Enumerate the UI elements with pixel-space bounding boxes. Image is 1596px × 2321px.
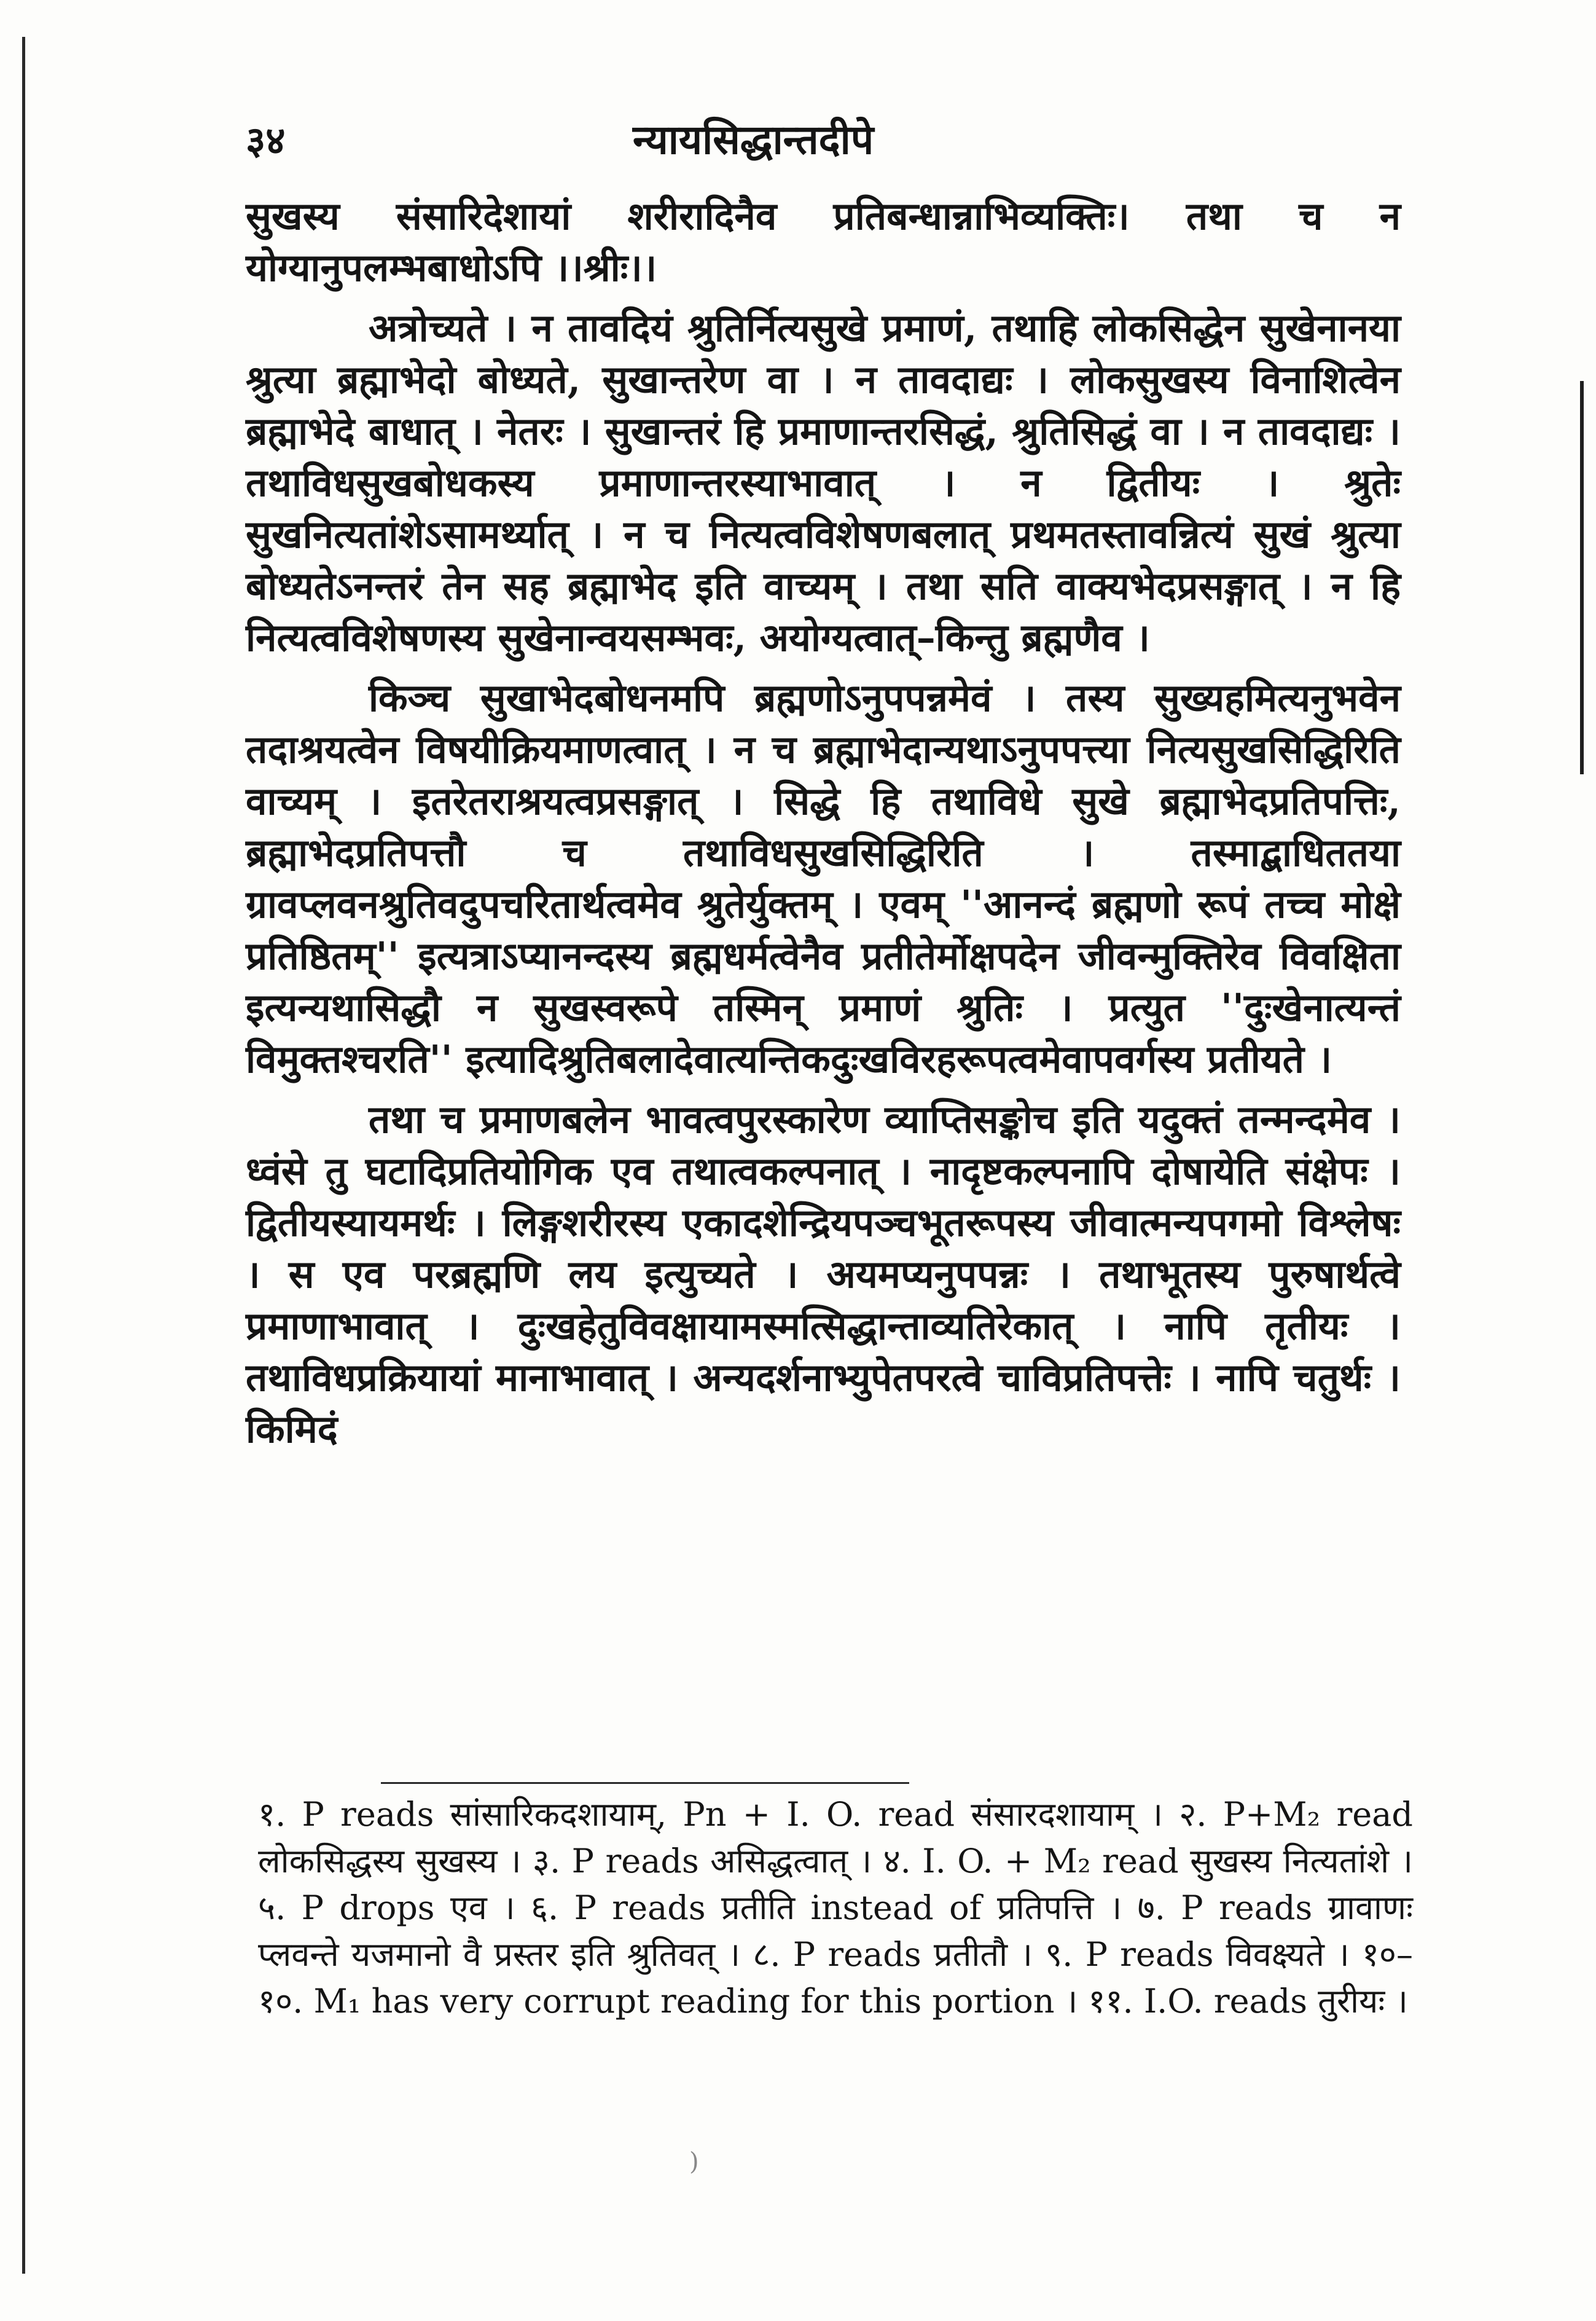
paragraph: किञ्च सुखाभेदबोधनमपि ब्रह्मणोऽनुपपन्नमेवं । तस्य सुख्यहमित्यनुभवेन तदाश्रयत्वेन विषयीक्रियमाणत्वात् । न च ब्रह्माभेदान्यथाऽनुपपत्त्या नित्यसुखसिद्धिरिति वाच्यम् । इतरेतराश्रयत्वप्रसङ्गात् । सिद्धे हि तथाविधे सुखे ब्रह्माभेदप्रतिपत्तिः, ब्रह्माभेदप्रतिपत्तौ च तथाविधसुखसिद्धिरिति । तस्माद्बाधिततया ग्रावप्लवनश्रुतिवदुपचरितार्थत्वमेव श्रुतेर्युक्तम् । एवम् ''आनन्दं ब्रह्मणो रूपं तच्च मोक्षे प्रतिष्ठितम्'' इत्यत्राऽप्यानन्दस्य ब्रह्मधर्मत्वेनैव प्रतीतेर्मोक्षपदेन जीवन्मुक्तिरेव विवक्षिता इत्यन्यथासिद्धौ न सुखस्वरूपे तस्मिन् प्रमाणं श्रुतिः । प्रत्युत ''दुःखेनात्यन्तं विमुक्तश्चरति'' इत्यादिश्रुतिबलादेवात्यन्तिकदुःखविरहरूपत्वमेवापवर्गस्य प्रतीयते ।: [246, 675, 1401, 1082]
right-edge-mark: [1580, 381, 1584, 774]
footnotes: [258, 1791, 1413, 2025]
paragraph: तथा च प्रमाणबलेन भावत्वपुरस्कारेण व्याप्तिसङ्कोच इति यदुक्तं तन्मन्दमेव । ध्वंसे तु घटादिप्रतियोगिक एव तथात्वकल्पनात् । नादृष्टकल्पनापि दोषायेति संक्षेपः । द्वितीयस्यायमर्थः । लिङ्गशरीरस्य एकादशेन्द्रियपञ्चभूतरूपस्य जीवात्मन्यपगमो विश्लेषः । स एव परब्रह्मणि लय इत्युच्यते । अयमप्यनुपपन्नः । तथाभूतस्य पुरुषार्थत्वे प्रमाणाभावात् । दुःखहेतुविवक्षायामस्मत्सिद्धान्ताव्यतिरेकात् । नापि तृतीयः । तथाविधप्रक्रियायां मानाभावात् । अन्यदर्शनाभ्युपेतपरत्वे चाविप्रतिपत्तेः । नापि चतुर्थः । किमिदं: [246, 1097, 1401, 1451]
page-number: ३४: [246, 118, 286, 163]
footnote-rule: [381, 1782, 909, 1784]
footnote-text: १. P reads सांसारिकदशायाम्, Pn + I. O. read संसारदशायाम् । २. P+M₂ read लोकसिद्धस्य सुखस्य । ३. P reads असिद्धत्वात् । ४. I. O. + M₂ read सुखस्य नित्यतांशे । ५. P drops एव । ६. P reads प्रतीति instead of प्रतिपत्ति । ७. P reads ग्रावाणः प्लवन्ते यजमानो वै प्रस्तर इति श्रुतिवत् । ८. P reads प्रतीतौ । ९. P reads विवक्ष्यते । १०–१०. M₁ has very corrupt reading for this portion । ११. I.O. reads तुरीयः ।: [258, 1795, 1413, 2021]
binding-edge-line: [22, 37, 25, 2274]
running-head: न्यायसिद्धान्तदीपे: [633, 116, 874, 163]
paragraph: सुखस्य संसारिदेशायां शरीरादिनैव प्रतिबन्धान्नाभिव्यक्तिः। तथा च न योग्यानुपलम्भबाधोऽपि ।।श्रीः।।: [246, 194, 1401, 290]
stray-mark: ): [689, 2148, 699, 2176]
paragraph: अत्रोच्यते । न तावदियं श्रुतिर्नित्यसुखे प्रमाणं, तथाहि लोकसिद्धेन सुखेनानया श्रुत्या ब्रह्माभेदो बोध्यते, सुखान्तरेण वा । न तावदाद्यः । लोकसुखस्य विनाशित्वेन ब्रह्माभेदे बाधात् । नेतरः । सुखान्तरं हि प्रमाणान्तरसिद्धं, श्रुतिसिद्धं वा । न तावदाद्यः । तथाविधसुखबोधकस्य प्रमाणान्तरस्याभावात् । न द्वितीयः । श्रुतेः सुखनित्यतांशेऽसामर्थ्यात् । न च नित्यत्वविशेषणबलात् प्रथमतस्तावन्नित्यं सुखं श्रुत्या बोध्यतेऽनन्तरं तेन सह ब्रह्माभेद इति वाच्यम् । तथा सति वाक्यभेदप्रसङ्गात् । न हि नित्यत्वविशेषणस्य सुखेनान्वयसम्भवः, अयोग्यत्वात्–किन्तु ब्रह्मणैव ।: [246, 305, 1401, 660]
page-header: [246, 108, 1413, 175]
main-text: [246, 190, 1401, 1455]
